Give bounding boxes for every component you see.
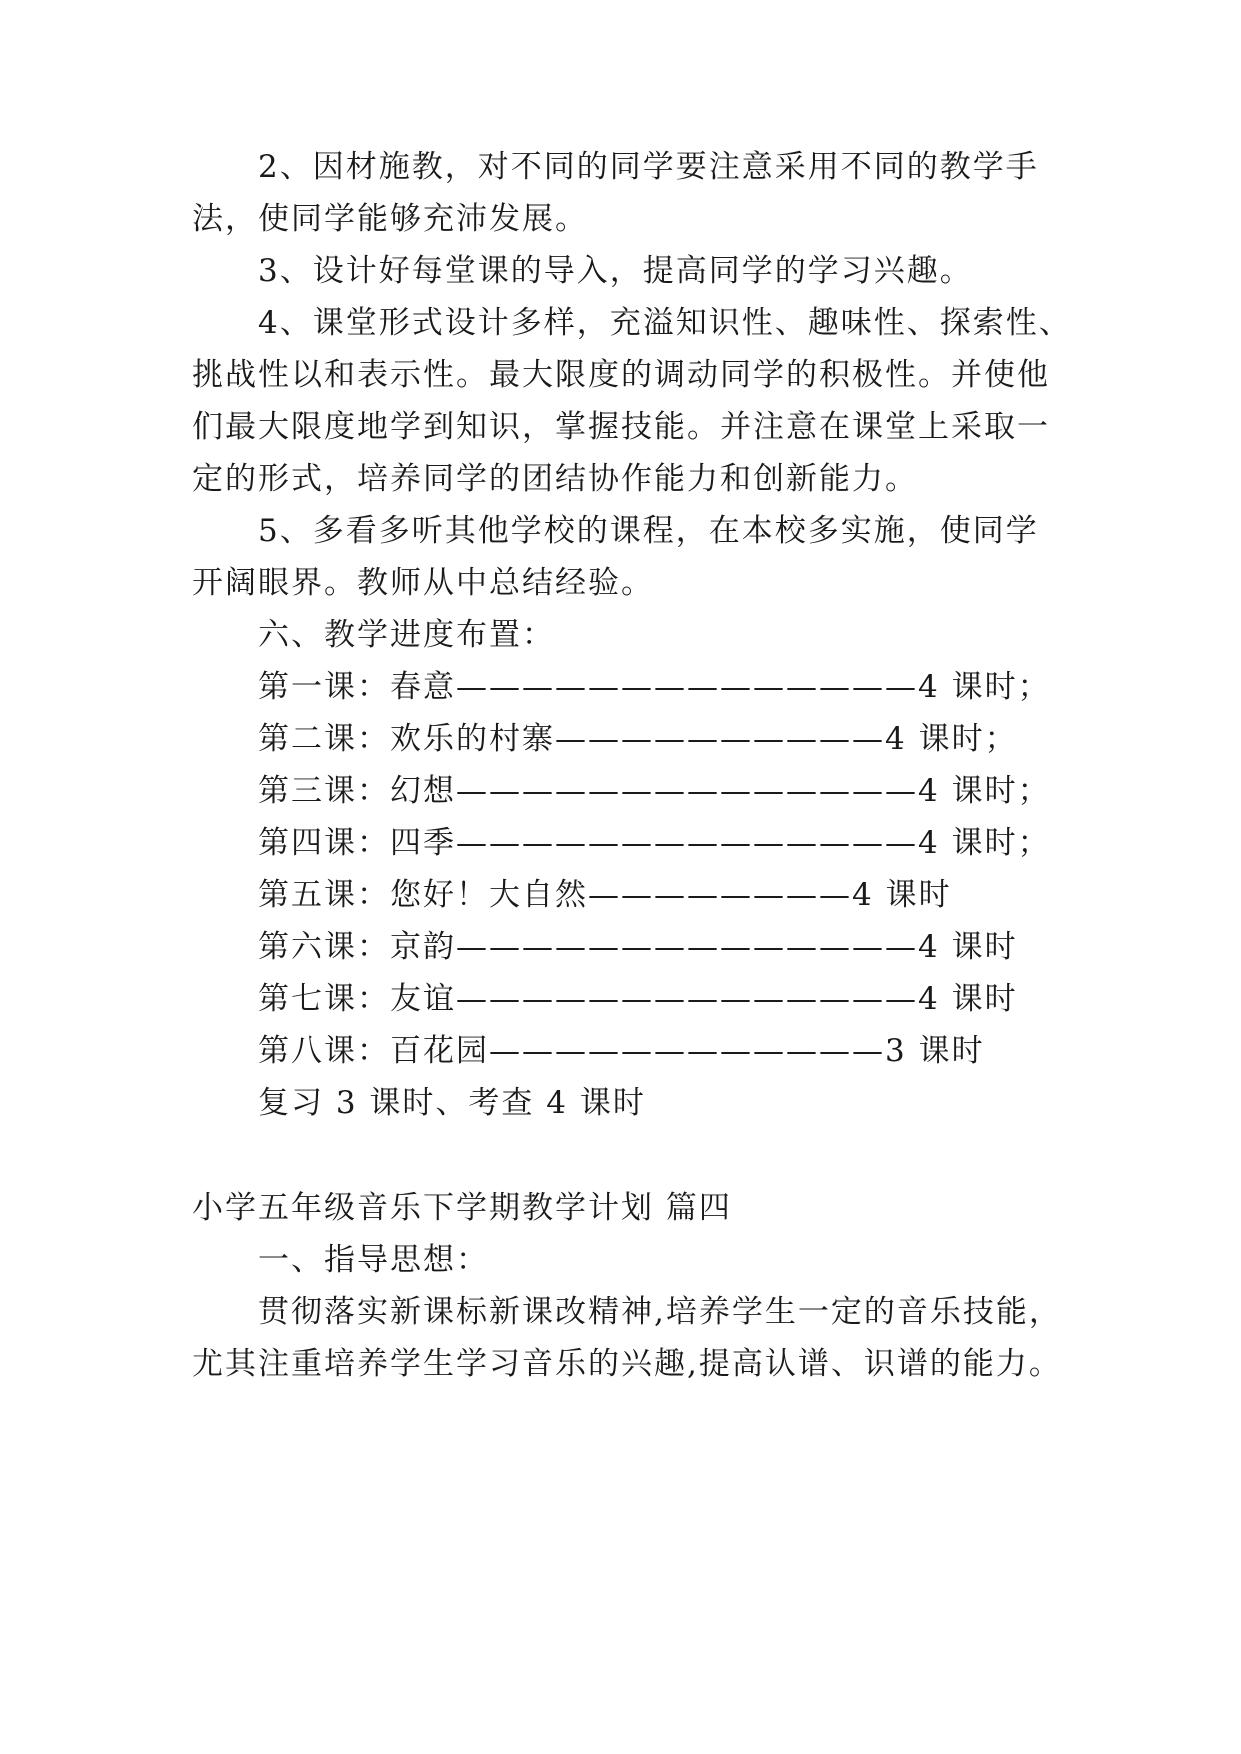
schedule-item: 第七课：友谊——————————————4 课时 — [258, 981, 1018, 1017]
article-title: 小学五年级音乐下学期教学计划 篇四 — [192, 1190, 732, 1226]
paragraph-line: 2、因材施教，对不同的同学要注意采用不同的教学手 — [258, 149, 1039, 185]
schedule-item: 第二课：欢乐的村寨——————————4 课时； — [258, 721, 1018, 757]
paragraph-line: 定的形式，培养同学的团结协作能力和创新能力。 — [192, 461, 918, 497]
paragraph-line: 贯彻落实新课标新课改精神,培养学生一定的音乐技能， — [258, 1294, 1062, 1330]
schedule-item: 第三课：幻想——————————————4 课时； — [258, 773, 1051, 809]
section-heading: 一、指导思想： — [258, 1242, 489, 1278]
schedule-item: 第八课：百花园————————————3 课时 — [258, 1033, 985, 1069]
paragraph-line: 法，使同学能够充沛发展。 — [192, 201, 588, 237]
paragraph-line: 5、多看多听其他学校的课程，在本校多实施，使同学 — [258, 513, 1039, 549]
section-heading: 六、教学进度布置： — [258, 617, 555, 653]
schedule-item: 第四课：四季——————————————4 课时； — [258, 825, 1051, 861]
schedule-item: 第五课：您好！大自然————————4 课时 — [258, 877, 952, 913]
paragraph-line: 尤其注重培养学生学习音乐的兴趣,提高认谱、识谱的能力。 — [192, 1346, 1062, 1382]
paragraph-line: 4、课堂形式设计多样，充溢知识性、趣味性、探索性、 — [258, 305, 1072, 341]
paragraph-line: 们最大限度地学到知识，掌握技能。并注意在课堂上采取一 — [192, 409, 1050, 445]
paragraph-line: 3、设计好每堂课的导入，提高同学的学习兴趣。 — [258, 253, 973, 289]
paragraph-line: 开阔眼界。教师从中总结经验。 — [192, 565, 654, 601]
schedule-summary: 复习 3 课时、考查 4 课时 — [258, 1085, 646, 1121]
schedule-item: 第六课：京韵——————————————4 课时 — [258, 929, 1018, 965]
paragraph-line: 挑战性以和表示性。最大限度的调动同学的积极性。并使他 — [192, 357, 1050, 393]
schedule-item: 第一课：春意——————————————4 课时； — [258, 669, 1051, 705]
